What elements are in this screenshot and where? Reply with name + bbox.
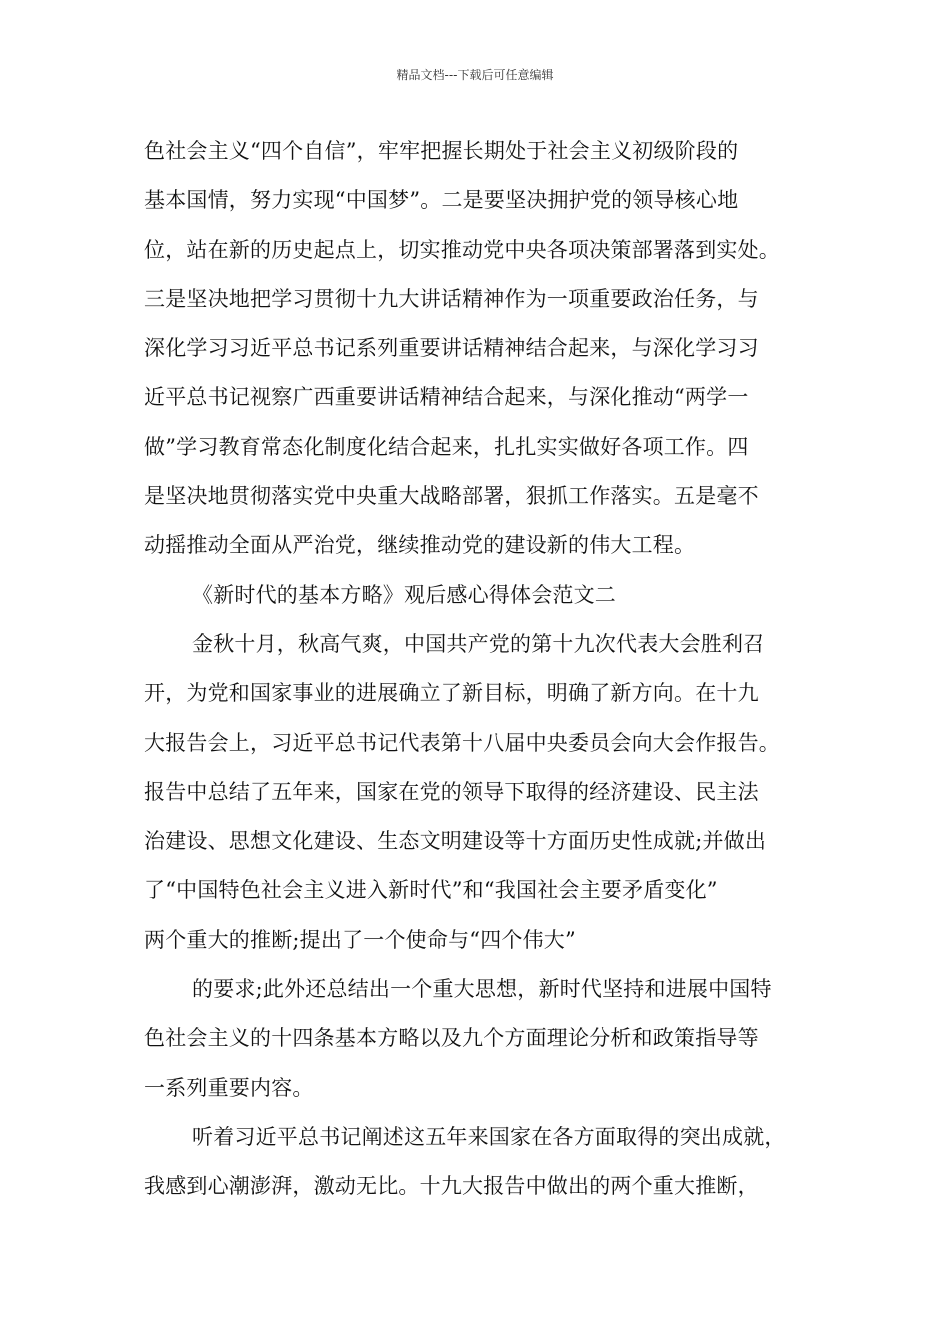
document-body (144, 131, 824, 1216)
text-line: 色社会主义“四个自信”，牢牢把握长期处于社会主义初级阶段的 (144, 139, 739, 163)
text-line: 《新时代的基本方略》观后感心得体会范文二 (192, 582, 616, 607)
text-line: 动摇推动全面从严治党，继续推动党的建设新的伟大工程。 (144, 533, 696, 558)
text-line: 了“中国特色社会主义进入新时代”和“我国社会主要矛盾变化” (144, 878, 718, 903)
text-line: 的要求;此外还总结出一个重大思想，新时代坚持和进展中国特 (192, 977, 772, 1002)
text-line: 深化学习习近平总书记系列重要讲话精神结合起来，与深化学习习 (144, 336, 759, 361)
text-line: 两个重大的推断;提出了一个使命与“四个伟大” (144, 927, 576, 952)
text-line: 基本国情，努力实现“中国梦”。二是要坚决拥护党的领导核心地 (144, 188, 739, 213)
text-line: 金秋十月，秋高气爽，中国共产党的第十九次代表大会胜利召 (192, 631, 765, 656)
page-header: 精品文档---下载后可任意编辑 (396, 68, 554, 82)
text-line: 开，为党和国家事业的进展确立了新目标，明确了新方向。在十九 (144, 681, 759, 706)
text-line: 我感到心潮澎湃，激动无比。十九大报告中做出的两个重大推断， (144, 1174, 759, 1199)
text-line: 近平总书记视察广西重要讲话精神结合起来，与深化推动“两学一 (144, 385, 749, 410)
text-line: 听着习近平总书记阐述这五年来国家在各方面取得的突出成就， (192, 1124, 786, 1149)
text-line: 一系列重要内容。 (144, 1075, 314, 1100)
text-line: 大报告会上，习近平总书记代表第十八届中央委员会向大会作报告。 (144, 730, 780, 755)
text-line: 三是坚决地把学习贯彻十九大讲话精神作为一项重要政治任务，与 (144, 286, 759, 311)
text-line: 做”学习教育常态化制度化结合起来，扎扎实实做好各项工作。四 (144, 434, 749, 459)
text-line: 报告中总结了五年来，国家在党的领导下取得的经济建设、民主法 (144, 779, 759, 804)
text-line: 治建设、思想文化建设、生态文明建设等十方面历史性成就;并做出 (144, 829, 767, 854)
text-line: 是坚决地贯彻落实党中央重大战略部署，狠抓工作落实。五是毫不 (144, 484, 759, 509)
text-line: 色社会主义的十四条基本方略以及九个方面理论分析和政策指导等 (144, 1026, 759, 1051)
text-line: 位，站在新的历史起点上，切实推动党中央各项决策部署落到实处。 (144, 237, 780, 262)
